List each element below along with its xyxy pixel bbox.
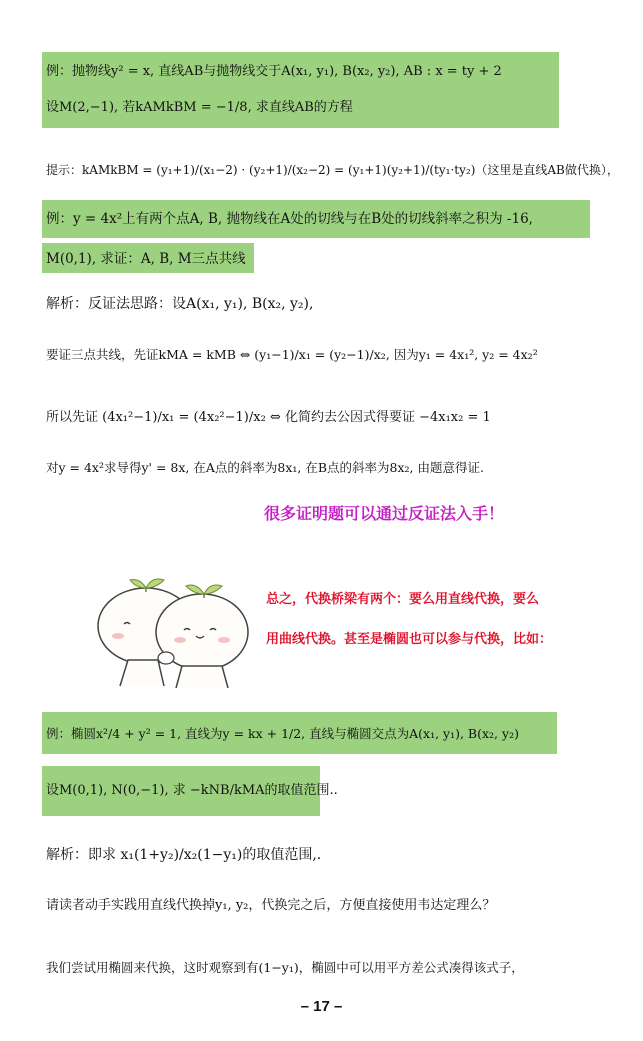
example3-line1: 例：椭圆x²/4 + y² = 1, 直线为y = kx + 1/2, 直线与椭圆交点为A(x₁, y₁), B(x₂, y₂): [46, 726, 519, 741]
solution3-line1: 解析：即求 x₁(1+y₂)/x₂(1−y₁)的取值范围,.: [46, 847, 322, 863]
solution3-line2: 请读者动手实践用直线代换掉y₁, y₂，代换完之后，方便直接使用韦达定理么？: [46, 898, 496, 913]
example3-line2: 设M(0,1), N(0,−1), 求 −kNB/kMA的取值范围..: [46, 783, 338, 798]
page-number: – 17 –: [300, 998, 343, 1015]
summary-line1: 总之，代换桥梁有两个：要么用直线代换，要么: [266, 592, 540, 607]
solution2-line1: 解析：反证法思路：设A(x₁, y₁), B(x₂, y₂),: [46, 296, 314, 312]
sprout-characters-illustration: [88, 574, 258, 692]
solution2-line2: 要证三点共线，先证kMA = kMB ⇔ (y₁−1)/x₁ = (y₂−1)/x₂, 因为y₁ = 4x₁², y₂ = 4x₂²: [46, 347, 538, 362]
summary-line2: 用曲线代换。甚至是椭圆也可以参与代换，比如：: [266, 632, 553, 647]
hint-line: 提示：kAMkBM = (y₁+1)/(x₁−2) · (y₂+1)/(x₂−2) = (y₁+1)(y₂+1)/(ty₁·ty₂)（这里是直线AB做代换），: [46, 163, 619, 177]
solution3-line3: 我们尝试用椭圆来代换，这时观察到有(1−y₁)，椭圆中可以用平方差公式凑得该式子，: [46, 960, 524, 975]
example2-line1: 例：y = 4x²上有两个点A, B, 抛物线在A处的切线与在B处的切线斜率之积为 -16,: [46, 211, 533, 227]
solution2-line3: 所以先证 (4x₁²−1)/x₁ = (4x₂²−1)/x₂ ⇔ 化简约去公因式得要证 −4x₁x₂ = 1: [46, 410, 491, 425]
tip-magenta: 很多证明题可以通过反证法入手！: [264, 504, 505, 523]
solution2-line4: 对y = 4x²求导得y' = 8x, 在A点的斜率为8x₁, 在B点的斜率为8x₂, 由题意得证.: [46, 460, 484, 475]
example1-line1: 例：抛物线y² = x, 直线AB与抛物线交于A(x₁, y₁), B(x₂, y₂), AB : x = ty + 2: [46, 64, 502, 79]
example2-line2: M(0,1), 求证：A, B, M三点共线: [46, 251, 246, 267]
example1-line2: 设M(2,−1), 若kAMkBM = −1/8, 求直线AB的方程: [46, 100, 353, 115]
